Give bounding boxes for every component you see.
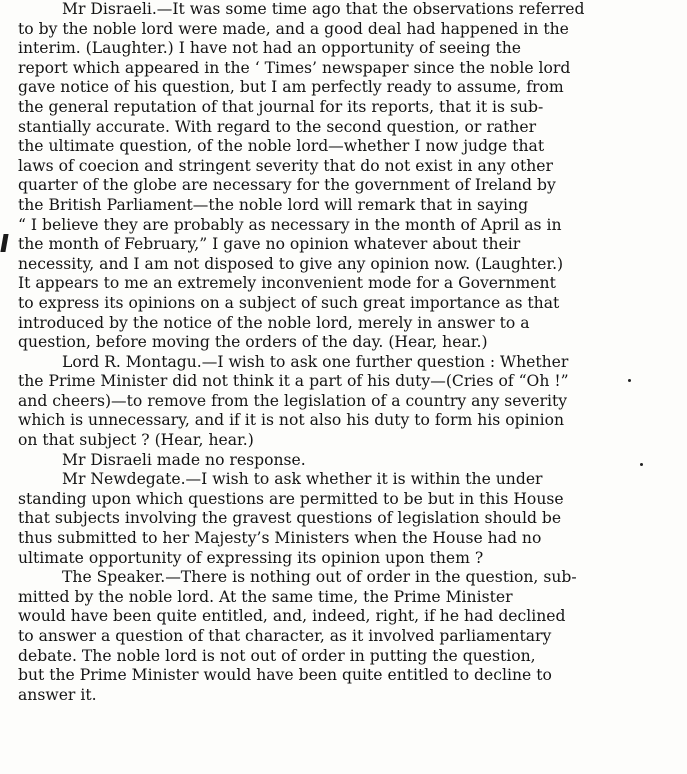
text-line: necessity, and I am not disposed to give any opinion now. (Laughter.) (18, 254, 564, 273)
text-line: question, before moving the orders of the day. (Hear, hear.) (18, 333, 488, 352)
text-line: the ultimate question, of the noble lord—whether I now judge that (18, 137, 545, 156)
text-line: introduced by the notice of the noble lord, merely in answer to a (18, 313, 530, 332)
text-line: the month of February,” I gave no opinion whatever about their (18, 235, 521, 254)
text-line: mitted by the noble lord. At the same time, the Prime Minister (18, 587, 513, 606)
text-line: to express its opinions on a subject of such great importance as that (18, 293, 560, 312)
text-line: to answer a question of that character, as it involved parliamentary (18, 627, 552, 645)
text-line: It appears to me an extremely inconvenient mode for a Government (18, 274, 556, 293)
text-line: thus submitted to her Majesty’s Ministers when the House had no (18, 529, 542, 548)
text-line: that subjects involving the gravest questions of legislation should be (18, 509, 562, 528)
text-line: interim. (Laughter.) I have not had an opportunity of seeing the (18, 39, 522, 58)
text-line: standing upon which questions are permitted to be but in this House (18, 489, 564, 508)
text-line: report which appeared in the ‘ Times’ newspaper since the noble lord (18, 58, 571, 77)
text-line: to by the noble lord were made, and a good deal had happened in the (18, 19, 569, 38)
text-line: on that subject ? (Hear, hear.) (18, 431, 254, 450)
text-line: laws of coecion and stringent severity that do not exist in any other (18, 156, 553, 175)
text-line: Mr Disraeli.—It was some time ago that the observations referred (62, 0, 585, 18)
text-line: debate. The noble lord is not out of order in putting the question, (18, 646, 536, 665)
text-line: which is unnecessary, and if it is not also his duty to form his opinion (18, 411, 565, 430)
text-line: and cheers)—to remove from the legislation of a country any severity (18, 391, 568, 410)
text-line: answer it. (18, 685, 97, 704)
article-column (18, 0, 684, 705)
text-line: stantially accurate. With regard to the second question, or rather (18, 117, 537, 136)
margin-ink-mark (0, 234, 8, 252)
text-line: but the Prime Minister would have been quite entitled to decline to (18, 666, 552, 685)
text-line: Mr Disraeli made no response. (62, 450, 306, 469)
text-line: the general reputation of that journal for its reports, that it is sub- (18, 97, 544, 116)
text-line: Lord R. Montagu.—I wish to ask one further question : Whether (62, 352, 569, 371)
text-line: The Speaker.—There is nothing out of order in the question, sub- (62, 568, 577, 587)
text-line: “ I believe they are probably as necessary in the month of April as in (18, 215, 562, 234)
text-line: ultimate opportunity of expressing its opinion upon them ? (18, 548, 484, 567)
text-line: Mr Newdegate.—I wish to ask whether it is within the under (62, 470, 543, 489)
text-line: the Prime Minister did not think it a part of his duty—(Cries of “Oh !” (18, 372, 569, 391)
text-line: would have been quite entitled, and, indeed, right, if he had declined (18, 607, 566, 626)
text-line: the British Parliament—the noble lord will remark that in saying (18, 195, 529, 214)
text-line: gave notice of his question, but I am perfectly ready to assume, from (18, 78, 564, 97)
text-line: quarter of the globe are necessary for the government of Ireland by (18, 176, 556, 195)
